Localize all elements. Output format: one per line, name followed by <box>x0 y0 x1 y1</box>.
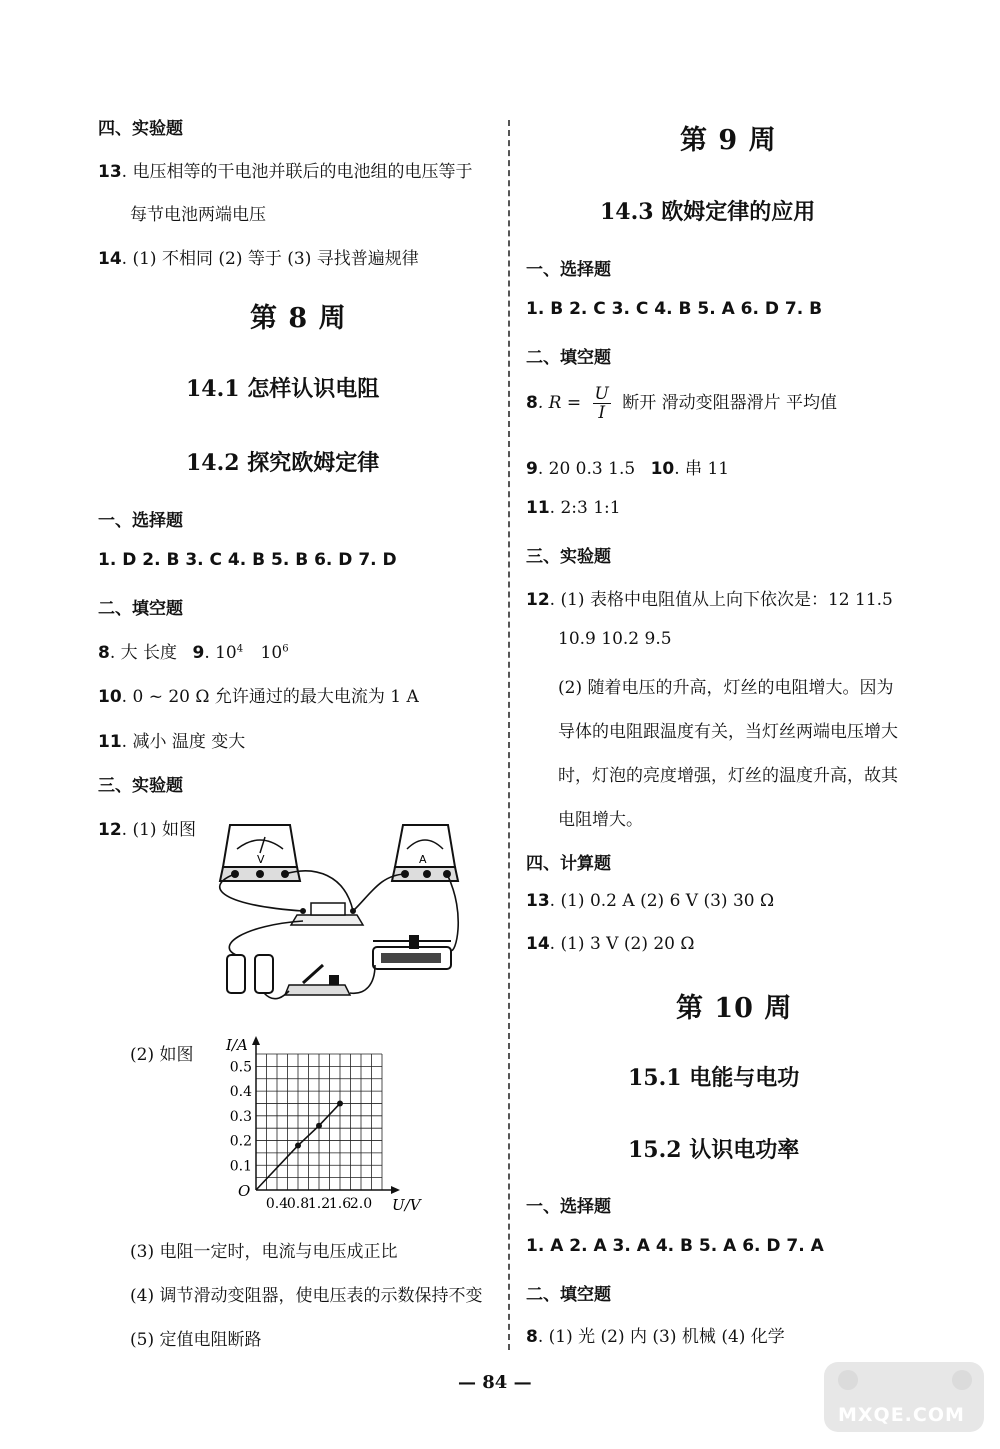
question-number: 12 <box>526 590 550 610</box>
answer-12-cont: 电阻增大。 <box>558 810 643 830</box>
question-number: 9 <box>526 459 538 479</box>
watermark-text: MXQE.COM <box>838 1404 965 1426</box>
answer-text: . 大 长度 <box>109 643 178 663</box>
question-number: 8 <box>526 393 538 413</box>
answer-text: . 10 <box>204 643 237 663</box>
fraction-u-over-i <box>593 385 611 422</box>
switch-icon <box>285 965 350 995</box>
answer-text: 断开 滑动变阻器滑片 平均值 <box>622 393 838 413</box>
x-tick-label: 0.8 <box>286 1196 310 1212</box>
answer-12-cont: 导体的电阻跟温度有关，当灯丝两端电压增大 <box>558 722 898 742</box>
y-axis-arrow <box>252 1036 260 1045</box>
answer-12-3: (3) 电阻一定时，电流与电压成正比 <box>130 1242 398 1262</box>
answer-8b <box>526 1322 785 1347</box>
question-number: 11 <box>526 498 550 518</box>
answer-11 <box>526 498 621 518</box>
week-10-title: 第 10 周 <box>676 993 793 1024</box>
y-axis-label: I/A <box>226 1036 248 1054</box>
answer-9-10 <box>526 454 729 479</box>
ammeter-label: A <box>419 853 427 866</box>
answer-12-cont: 10.9 10.2 9.5 <box>558 629 672 649</box>
answer-13 <box>98 157 472 182</box>
answer-12 <box>526 585 893 610</box>
answer-text: . 2:3 1:1 <box>549 498 621 518</box>
answer-12-5: (5) 定值电阻断路 <box>130 1330 262 1350</box>
multiple-choice-answers: 1. B 2. C 3. C 4. B 5. A 6. D 7. B <box>526 299 823 319</box>
battery-icon <box>227 955 273 993</box>
watermark-icon <box>820 1358 990 1438</box>
answer-text: . (1) 如图 <box>121 820 196 840</box>
answer-12-1 <box>98 815 196 840</box>
answer-12-2: (2) 如图 <box>130 1045 194 1065</box>
chapter-14-3-title: 14.3 欧姆定律的应用 <box>600 199 816 225</box>
x-axis-arrow <box>391 1186 400 1194</box>
voltmeter-label: V <box>257 853 265 866</box>
question-number: 8 <box>526 1327 538 1347</box>
exponent: 4 <box>236 643 244 655</box>
question-number: 13 <box>98 162 122 182</box>
origin-label: O <box>238 1182 251 1200</box>
question-number: 13 <box>526 891 550 911</box>
answer-10 <box>98 682 419 707</box>
x-tick-label: 1.6 <box>328 1196 352 1212</box>
chart-series <box>256 1100 343 1190</box>
answer-text: 10 <box>260 643 283 663</box>
x-tick-label: 0.4 <box>265 1196 289 1212</box>
answer-13 <box>526 891 774 911</box>
y-tick-label: 0.4 <box>229 1084 252 1101</box>
page-number: — 84 — <box>458 1372 532 1393</box>
chapter-14-1-title: 14.1 怎样认识电阻 <box>186 376 380 402</box>
column-divider <box>508 120 510 1350</box>
answer-11 <box>98 727 245 752</box>
data-point <box>316 1123 322 1129</box>
ammeter-icon <box>392 825 458 881</box>
section-heading-calc: 四、计算题 <box>526 854 611 874</box>
x-tick-label: 2.0 <box>349 1196 373 1212</box>
section-heading-fill: 二、填空题 <box>98 599 183 619</box>
circuit-diagram <box>205 815 465 1010</box>
numerator: U <box>594 384 609 404</box>
question-number: 11 <box>98 732 122 752</box>
x-axis-label: U/V <box>392 1196 421 1214</box>
answer-text: . 20 0.3 1.5 <box>537 459 636 479</box>
multiple-choice-answers: 1. D 2. B 3. C 4. B 5. B 6. D 7. D <box>98 550 397 570</box>
answer-text: . 0 ~ 20 Ω 允许通过的最大电流为 1 A <box>121 687 419 707</box>
section-heading-choice-2: 一、选择题 <box>526 1197 611 1217</box>
answer-14 <box>526 934 694 954</box>
data-point <box>337 1100 343 1106</box>
chapter-14-2-title: 14.2 探究欧姆定律 <box>186 450 380 476</box>
formula-lhs: . R = <box>537 393 582 413</box>
question-number: 9 <box>192 643 205 663</box>
answer-12-4: (4) 调节滑动变阻器，使电压表的示数保持不变 <box>130 1286 483 1306</box>
answer-14 <box>98 244 419 269</box>
week-8-title: 第 8 周 <box>250 303 347 334</box>
question-number: 10 <box>98 687 122 707</box>
chapter-15-1-title: 15.1 电能与电功 <box>628 1065 800 1091</box>
answer-12-cont: 时，灯泡的亮度增强，灯丝的温度升高，故其 <box>558 766 898 786</box>
answer-8-9 <box>98 638 289 663</box>
question-number: 14 <box>98 249 122 269</box>
section-heading-fill: 二、填空题 <box>526 348 611 368</box>
data-point <box>295 1142 301 1148</box>
section-heading-experiment-2: 三、实验题 <box>98 776 183 796</box>
answer-text: . (1) 不相同 (2) 等于 (3) 寻找普遍规律 <box>121 249 419 269</box>
answer-text: . (1) 0.2 A (2) 6 V (3) 30 Ω <box>549 891 775 911</box>
question-number: 10 <box>650 459 675 479</box>
answer-text: . 电压相等的干电池并联后的电池组的电压等于 <box>121 162 473 182</box>
answer-text: . (1) 3 V (2) 20 Ω <box>549 934 695 954</box>
iu-chart <box>222 1036 427 1216</box>
question-number: 8 <box>98 643 110 663</box>
y-tick-label: 0.2 <box>229 1133 252 1150</box>
chapter-15-2-title: 15.2 认识电功率 <box>628 1137 800 1163</box>
section-heading-choice: 一、选择题 <box>526 260 611 280</box>
week-9-title: 第 9 周 <box>680 125 777 156</box>
denominator: I <box>598 403 606 423</box>
answer-text: . 减小 温度 变大 <box>121 732 246 752</box>
answer-text: . 串 11 <box>674 459 730 479</box>
section-heading-experiment: 四、实验题 <box>98 119 183 139</box>
x-tick-label: 1.2 <box>307 1196 331 1212</box>
section-heading-fill-2: 二、填空题 <box>526 1285 611 1305</box>
answer-12-cont: (2) 随着电压的升高，灯丝的电阻增大。因为 <box>558 678 894 698</box>
question-number: 14 <box>526 934 550 954</box>
rheostat-icon <box>373 935 451 969</box>
y-tick-label: 0.1 <box>229 1158 252 1175</box>
question-number: 12 <box>98 820 122 840</box>
watermark-logo <box>820 1358 990 1442</box>
answer-text: . (1) 光 (2) 内 (3) 机械 (4) 化学 <box>537 1327 785 1347</box>
y-tick-label: 0.3 <box>229 1108 252 1125</box>
y-tick-label: 0.5 <box>229 1059 252 1076</box>
answer-text: . (1) 表格中电阻值从上向下依次是：12 11.5 <box>549 590 893 610</box>
multiple-choice-answers-2: 1. A 2. A 3. A 4. B 5. A 6. D 7. A <box>526 1236 824 1256</box>
answer-8 <box>526 385 837 422</box>
answer-13-cont: 每节电池两端电压 <box>130 205 266 225</box>
exponent: 6 <box>282 643 289 655</box>
section-heading-experiment: 三、实验题 <box>526 547 611 567</box>
section-heading-choice: 一、选择题 <box>98 511 183 531</box>
